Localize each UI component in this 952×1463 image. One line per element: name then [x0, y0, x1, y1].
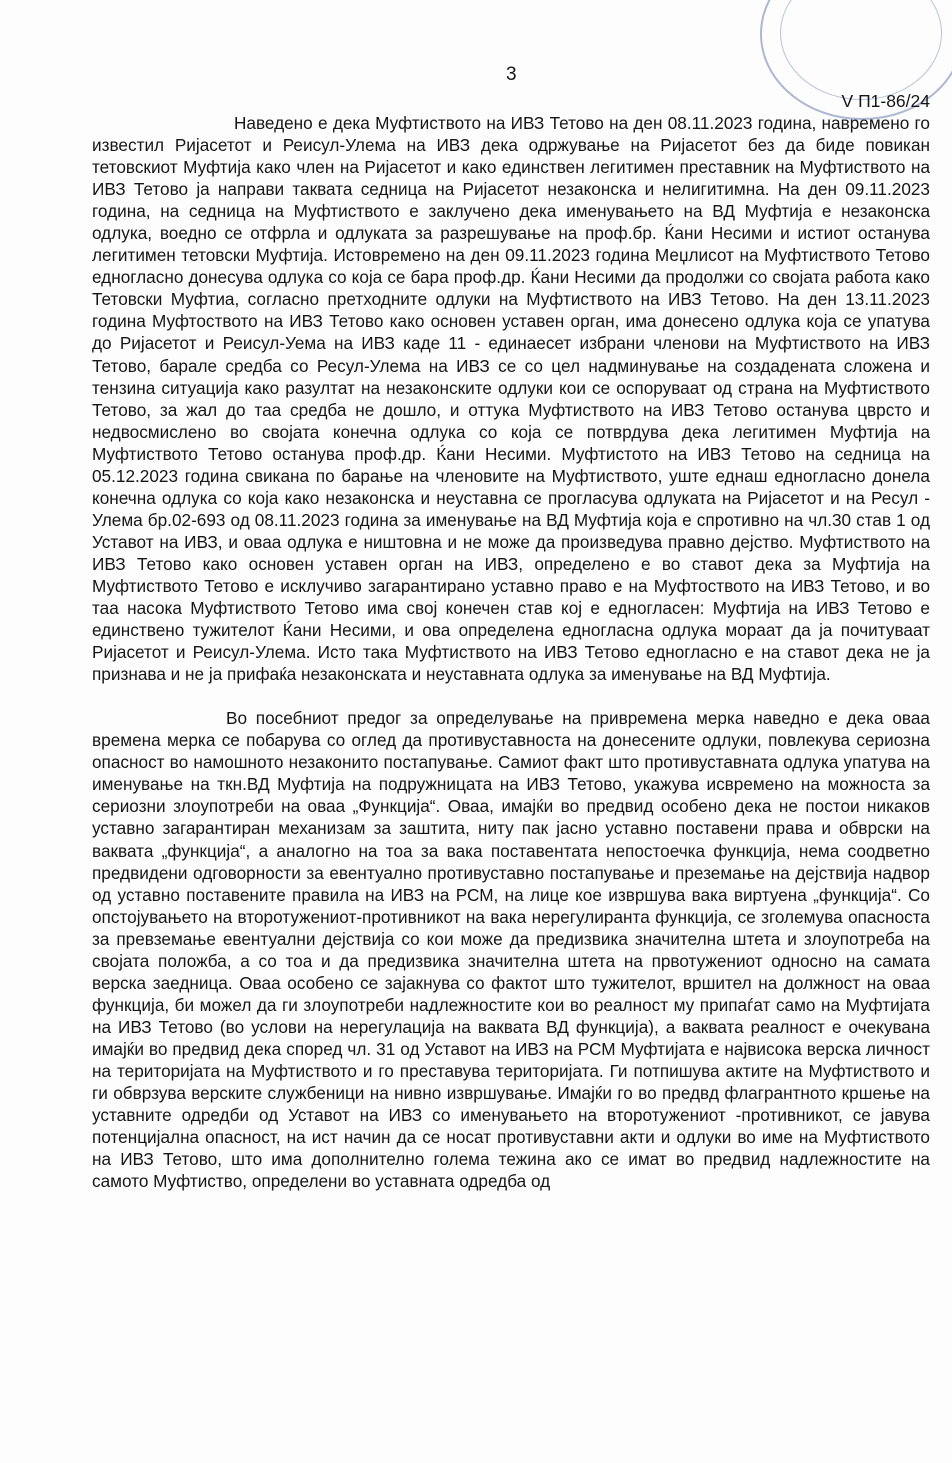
document-body [92, 112, 930, 1192]
official-seal-inner-ring [780, 0, 942, 100]
case-number: V П1-86/24 [841, 91, 930, 111]
paragraph-1: Наведено е дека Муфтиството на ИВЗ Тетово на ден 08.11.2023 година, навремено го известил Ријасетот и Реисул-Улема на ИВЗ дека одржување на Ријасетот без да биде повикан тетовскиот Муфтија како член на Ријасетот и како единствен легитимен преставник на Муфтиството на ИВЗ Тетово ја направи таквата седница на Ријасетот незаконска и нелигитимна. На ден 09.11.2023 година, на седница на Муфтиството е заклучено дека именувањето на ВД Муфтија е незаконска одлука, воедно се отфрла и одлуката за разрешување на проф.бр. Ќани Несими и истиот останува легитимен тетовски Муфтија. Истовремено на ден 09.11.2023 година Меџлисот на Муфтиството Тетово едногласно донесува одлука со која се бара проф.др. Ќани Несими да продолжи со својата работа како Тетовски Муфтиа, согласно претходните одлуки на Муфтиството на ИВЗ Тетово. На ден 13.11.2023 година Муфтоството на ИВЗ Тетово како основен уставен орган, има донесено одлука која се упатува до Ријасетот и Реисул-Уема на ИВЗ каде 11 - единаесет избрани членови на Муфтиството на ИВЗ Тетово, барале средба со Ресул-Улема на ИВЗ се со цел надминување на создадената сложена и тензина ситуација како разултат на незаконските одлуки кои се оспоруваат од страна на Муфтиството Тетово, за жал до таа средба не дошло, и оттука Муфтиството на ИВЗ Тетово останува цврсто и недвосмислено во својата конечна одлука со која се потврдува дека легитимен Муфтија на Муфтиството Тетово останува проф.др. Ќани Несими. Муфтистото на ИВЗ Тетово на седница на 05.12.2023 година свикана по барање на членовите на Муфтиството, уште еднаш едногласно донела конечна одлука со која како незаконска и неуставна се прогласува одлуката на Ријасетот и на Ресул - Улема бр.02-693 од 08.11.2023 година за именување на ВД Муфтија која е спротивно на чл.30 став 1 од Уставот на ИВЗ, и оваа одлука е ништовна и не може да произведува правно дејство. Муфтиството на ИВЗ Тетово како основен уставен орган на ИВЗ, определено е во ставот дека за Муфтија на Муфтиството Тетово е исклучиво загарантирано уставно право е на Муфтоството на ИВЗ Тетово, и во таа насока Муфтиството Тетово има свој конечен став кој е едногласен: Муфтија на ИВЗ Тетово е единствено тужителот Ќани Несими, и ова определена едногласна одлука мораат да ја почитуваат Ријасетот и Реисул-Улема. Исто така Муфтиството на ИВЗ Тетово едногласно е на ставот дека не ја признава и не ја прифаќа незаконската и неуставната одлука за именување на ВД Муфтија. [92, 113, 930, 685]
page-number: 3 [506, 64, 517, 85]
paragraph-2: Во посебниот предог за определување на привремена мерка наведно е дека оваа времена мерка се побарува со оглед да противуставноста на донесените одлуки, повлекува сериозна опасност во намошното незаконито постапување. Самиот факт што противуставната одлука упатува на именување на ткн.ВД Муфтија на подружницата на ИВЗ Тетово, укажува исвремено на можноста за сериозни злоупотреби на оваа „Функција“. Оваа, имајќи во предвид особено дека не постои никаков уставно загарантиран механизам за заштита, ниту пак јасно уставно поставени права и обврски на ваквата „функција“, а аналогно на тоа за вака поставентата непостоечка функција, нема соодветно предвидени одговорности за евентуално противуставно постапување и преземање на дејствија надвор од уставно поставените правила на ИВЗ на РСМ, на лице кое извршува вака виртуена „функција“. Со опстојувањето на второтужениот-противникот на вака нерегулиранта функција, се зголемува опасноста за превземање евентуални дејствија со кои може да предизвика значителна штета и злоупотреба на својата положба, а со тоа и да предизвика значителна штета на првотужениот односно на самата верска заедница. Оваа особено се зајакнува со фактот што тужителот, вршител на должност на оваа функција, би можел да ги злоупотреби надлежностите кои во реалност му припаѓат само на Муфтијата на ИВЗ Тетово (во услови на нерегулација на ваквата ВД функција), а ваквата реалност е очекувана имајќи во предвид дека според чл. 31 од Уставот на ИВЗ на РСМ Муфтијата е највисока верска личност на територијата на Муфтиството и го преставува територијата. Ги потпишува актите на Муфтиството и ги обврзува верските службеници на нивно извршување. Имајќи го во предвд флагрантното кршење на уставните одредби од Уставот на ИВЗ со именувањето на второтужениот -противникот, се јавува потенцијална опасност, на ист начин да се носат противуставни акти и одлуки во име на Муфтиството на ИВЗ Тетово, што има дополнително голема тежина ако се имат во предвид надлежностите на самото Муфтиство, определени во уставната одредба од [92, 708, 930, 1192]
